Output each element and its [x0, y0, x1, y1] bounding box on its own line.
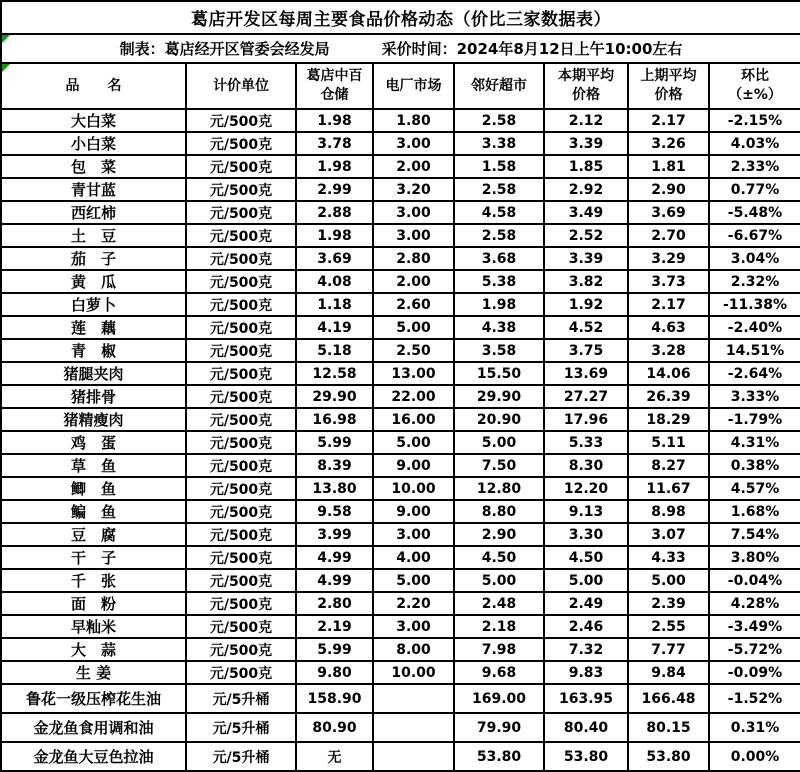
- previous-avg-cell: 166.48: [628, 684, 709, 713]
- price-dianchang-cell: 3.00: [373, 224, 454, 247]
- price-zhongbai-cell: 2.99: [296, 178, 373, 201]
- table-row: [1, 569, 800, 592]
- price-zhongbai-cell: 1.98: [296, 224, 373, 247]
- current-avg-cell: 2.52: [544, 224, 628, 247]
- excel-error-marker-icon: [2, 35, 10, 43]
- price-dianchang-cell: 4.00: [373, 546, 454, 569]
- price-zhongbai-cell: 5.18: [296, 339, 373, 362]
- price-zhongbai-cell: 80.90: [296, 713, 373, 742]
- price-dianchang-cell: 13.00: [373, 362, 454, 385]
- item-name-cell: 豆 腐: [1, 523, 186, 546]
- previous-avg-cell: 2.70: [628, 224, 709, 247]
- item-name-cell: 猪精瘦肉: [1, 408, 186, 431]
- unit-cell: 元/500克: [186, 661, 296, 684]
- change-percent-cell: 4.28%: [709, 592, 800, 615]
- change-percent-cell: -6.67%: [709, 224, 800, 247]
- change-percent-cell: 3.04%: [709, 247, 800, 270]
- price-dianchang-cell: 9.00: [373, 500, 454, 523]
- price-dianchang-cell: 22.00: [373, 385, 454, 408]
- current-avg-cell: 53.80: [544, 742, 628, 771]
- item-name-cell: 鳊 鱼: [1, 500, 186, 523]
- current-avg-cell: 8.30: [544, 454, 628, 477]
- price-zhongbai-cell: 8.39: [296, 454, 373, 477]
- item-name-cell: 包 菜: [1, 155, 186, 178]
- table-row: [1, 316, 800, 339]
- item-name-cell: 鲫 鱼: [1, 477, 186, 500]
- table-row: [1, 132, 800, 155]
- previous-avg-cell: 18.29: [628, 408, 709, 431]
- unit-cell: 元/500克: [186, 247, 296, 270]
- unit-cell: 元/500克: [186, 362, 296, 385]
- previous-avg-cell: 9.84: [628, 661, 709, 684]
- price-linhao-cell: 2.18: [454, 615, 544, 638]
- price-zhongbai-cell: 4.99: [296, 569, 373, 592]
- table-row: [1, 109, 800, 132]
- current-avg-cell: 2.49: [544, 592, 628, 615]
- col-header-previous-avg: 上期平均 价格: [628, 63, 709, 109]
- price-linhao-cell: 7.98: [454, 638, 544, 661]
- table-row: [1, 178, 800, 201]
- price-linhao-cell: 5.38: [454, 270, 544, 293]
- table-row: [1, 385, 800, 408]
- change-percent-cell: -1.79%: [709, 408, 800, 431]
- survey-time-label: 采价时间：2024年8月12日上午10:00左右: [381, 40, 683, 58]
- unit-cell: 元/500克: [186, 592, 296, 615]
- unit-cell: 元/500克: [186, 477, 296, 500]
- previous-avg-cell: 3.69: [628, 201, 709, 224]
- price-linhao-cell: 79.90: [454, 713, 544, 742]
- table-row: [1, 742, 800, 771]
- price-dianchang-cell: 3.00: [373, 201, 454, 224]
- price-zhongbai-cell: 5.99: [296, 638, 373, 661]
- change-percent-cell: 7.54%: [709, 523, 800, 546]
- item-name-cell: 大白菜: [1, 109, 186, 132]
- price-linhao-cell: 3.58: [454, 339, 544, 362]
- change-percent-cell: 0.00%: [709, 742, 800, 771]
- price-linhao-cell: 5.00: [454, 569, 544, 592]
- item-name-cell: 草 鱼: [1, 454, 186, 477]
- item-name-cell: 千 张: [1, 569, 186, 592]
- price-linhao-cell: 15.50: [454, 362, 544, 385]
- change-percent-cell: 2.32%: [709, 270, 800, 293]
- previous-avg-cell: 2.17: [628, 109, 709, 132]
- price-zhongbai-cell: 4.99: [296, 546, 373, 569]
- change-percent-cell: 4.57%: [709, 477, 800, 500]
- previous-avg-cell: 5.00: [628, 569, 709, 592]
- price-dianchang-cell: 5.00: [373, 316, 454, 339]
- price-dianchang-cell: 3.20: [373, 178, 454, 201]
- subtitle-row: [1, 34, 800, 63]
- previous-avg-cell: 4.33: [628, 546, 709, 569]
- table-row: [1, 293, 800, 316]
- price-zhongbai-cell: 12.58: [296, 362, 373, 385]
- item-name-cell: 面 粉: [1, 592, 186, 615]
- price-linhao-cell: 3.68: [454, 247, 544, 270]
- unit-cell: 元/500克: [186, 569, 296, 592]
- price-linhao-cell: 5.00: [454, 431, 544, 454]
- col-header-change: 环比 （±%）: [709, 63, 800, 109]
- price-dianchang-cell: 8.00: [373, 638, 454, 661]
- price-dianchang-cell: 2.20: [373, 592, 454, 615]
- change-percent-cell: -0.09%: [709, 661, 800, 684]
- col-header-current-avg: 本期平均 价格: [544, 63, 628, 109]
- price-dianchang-cell: [373, 684, 454, 713]
- price-linhao-cell: 169.00: [454, 684, 544, 713]
- unit-cell: 元/500克: [186, 224, 296, 247]
- current-avg-cell: 17.96: [544, 408, 628, 431]
- change-percent-cell: 4.31%: [709, 431, 800, 454]
- item-name-cell: 土 豆: [1, 224, 186, 247]
- table-row: [1, 155, 800, 178]
- price-linhao-cell: 7.50: [454, 454, 544, 477]
- current-avg-cell: 2.12: [544, 109, 628, 132]
- price-linhao-cell: 4.58: [454, 201, 544, 224]
- unit-cell: 元/500克: [186, 178, 296, 201]
- item-name-cell: 早籼米: [1, 615, 186, 638]
- price-zhongbai-cell: 158.90: [296, 684, 373, 713]
- change-percent-cell: 14.51%: [709, 339, 800, 362]
- unit-cell: 元/500克: [186, 293, 296, 316]
- previous-avg-cell: 3.73: [628, 270, 709, 293]
- previous-avg-cell: 14.06: [628, 362, 709, 385]
- col-header-store-dianchang: 电厂市场: [373, 63, 454, 109]
- item-name-cell: 白萝卜: [1, 293, 186, 316]
- price-dianchang-cell: 10.00: [373, 477, 454, 500]
- price-linhao-cell: 4.38: [454, 316, 544, 339]
- table-row: [1, 201, 800, 224]
- unit-cell: 元/500克: [186, 638, 296, 661]
- unit-cell: 元/500克: [186, 109, 296, 132]
- price-linhao-cell: 1.98: [454, 293, 544, 316]
- price-dianchang-cell: 3.00: [373, 615, 454, 638]
- price-zhongbai-cell: 1.18: [296, 293, 373, 316]
- item-name-cell: 黄 瓜: [1, 270, 186, 293]
- table-row: [1, 661, 800, 684]
- change-percent-cell: 1.68%: [709, 500, 800, 523]
- unit-cell: 元/500克: [186, 385, 296, 408]
- previous-avg-cell: 2.55: [628, 615, 709, 638]
- item-name-cell: 猪腿夹肉: [1, 362, 186, 385]
- previous-avg-cell: 53.80: [628, 742, 709, 771]
- current-avg-cell: 27.27: [544, 385, 628, 408]
- change-percent-cell: -2.15%: [709, 109, 800, 132]
- current-avg-cell: 163.95: [544, 684, 628, 713]
- previous-avg-cell: 1.81: [628, 155, 709, 178]
- table-row: [1, 546, 800, 569]
- price-dianchang-cell: 16.00: [373, 408, 454, 431]
- change-percent-cell: 0.77%: [709, 178, 800, 201]
- change-percent-cell: -3.49%: [709, 615, 800, 638]
- table-row: [1, 224, 800, 247]
- price-zhongbai-cell: 4.08: [296, 270, 373, 293]
- table-row: [1, 270, 800, 293]
- previous-avg-cell: 2.39: [628, 592, 709, 615]
- price-linhao-cell: 2.48: [454, 592, 544, 615]
- unit-cell: 元/500克: [186, 316, 296, 339]
- unit-cell: 元/500克: [186, 132, 296, 155]
- price-dianchang-cell: 1.80: [373, 109, 454, 132]
- price-zhongbai-cell: 2.88: [296, 201, 373, 224]
- price-dianchang-cell: 3.00: [373, 523, 454, 546]
- price-zhongbai-cell: 2.19: [296, 615, 373, 638]
- price-zhongbai-cell: 29.90: [296, 385, 373, 408]
- previous-avg-cell: 80.15: [628, 713, 709, 742]
- change-percent-cell: 3.33%: [709, 385, 800, 408]
- item-name-cell: 莲 藕: [1, 316, 186, 339]
- excel-error-marker-icon: [2, 64, 10, 72]
- table-row: [1, 477, 800, 500]
- change-percent-cell: -2.64%: [709, 362, 800, 385]
- item-name-cell: 青 椒: [1, 339, 186, 362]
- item-name-cell: 青甘蓝: [1, 178, 186, 201]
- previous-avg-cell: 3.26: [628, 132, 709, 155]
- current-avg-cell: 4.50: [544, 546, 628, 569]
- price-dianchang-cell: [373, 742, 454, 771]
- table-row: [1, 362, 800, 385]
- table-row: [1, 638, 800, 661]
- table-row: [1, 523, 800, 546]
- price-dianchang-cell: 10.00: [373, 661, 454, 684]
- price-linhao-cell: 4.50: [454, 546, 544, 569]
- change-percent-cell: -11.38%: [709, 293, 800, 316]
- price-zhongbai-cell: 16.98: [296, 408, 373, 431]
- price-linhao-cell: 2.58: [454, 109, 544, 132]
- price-linhao-cell: 12.80: [454, 477, 544, 500]
- current-avg-cell: 1.85: [544, 155, 628, 178]
- table-row: [1, 500, 800, 523]
- item-name-cell: 金龙鱼食用调和油: [1, 713, 186, 742]
- previous-avg-cell: 8.27: [628, 454, 709, 477]
- table-row: [1, 431, 800, 454]
- current-avg-cell: 9.83: [544, 661, 628, 684]
- unit-cell: 元/5升桶: [186, 713, 296, 742]
- current-avg-cell: 9.13: [544, 500, 628, 523]
- price-dianchang-cell: 2.00: [373, 155, 454, 178]
- previous-avg-cell: 11.67: [628, 477, 709, 500]
- price-dianchang-cell: 5.00: [373, 431, 454, 454]
- item-name-cell: 西红柿: [1, 201, 186, 224]
- item-name-cell: 鲁花一级压榨花生油: [1, 684, 186, 713]
- price-dianchang-cell: 3.00: [373, 132, 454, 155]
- current-avg-cell: 80.40: [544, 713, 628, 742]
- price-dianchang-cell: 2.60: [373, 293, 454, 316]
- previous-avg-cell: 3.07: [628, 523, 709, 546]
- unit-cell: 元/500克: [186, 523, 296, 546]
- current-avg-cell: 2.92: [544, 178, 628, 201]
- unit-cell: 元/500克: [186, 408, 296, 431]
- unit-cell: 元/500克: [186, 500, 296, 523]
- current-avg-cell: 7.32: [544, 638, 628, 661]
- item-name-cell: 茄 子: [1, 247, 186, 270]
- unit-cell: 元/500克: [186, 201, 296, 224]
- unit-cell: 元/500克: [186, 431, 296, 454]
- current-avg-cell: 3.82: [544, 270, 628, 293]
- unit-cell: 元/500克: [186, 155, 296, 178]
- previous-avg-cell: 2.17: [628, 293, 709, 316]
- price-zhongbai-cell: 3.78: [296, 132, 373, 155]
- change-percent-cell: 0.38%: [709, 454, 800, 477]
- price-dianchang-cell: 2.80: [373, 247, 454, 270]
- column-header-row: [1, 63, 800, 109]
- table-row: [1, 592, 800, 615]
- current-avg-cell: 12.20: [544, 477, 628, 500]
- change-percent-cell: -5.72%: [709, 638, 800, 661]
- current-avg-cell: 5.00: [544, 569, 628, 592]
- item-name-cell: 小白菜: [1, 132, 186, 155]
- unit-cell: 元/500克: [186, 615, 296, 638]
- table-meta-cell: [1, 34, 800, 63]
- price-zhongbai-cell: 9.80: [296, 661, 373, 684]
- price-dianchang-cell: 9.00: [373, 454, 454, 477]
- table-row: [1, 247, 800, 270]
- change-percent-cell: -1.52%: [709, 684, 800, 713]
- change-percent-cell: -5.48%: [709, 201, 800, 224]
- price-zhongbai-cell: 1.98: [296, 155, 373, 178]
- col-header-store-linhao: 邻好超市: [454, 63, 544, 109]
- previous-avg-cell: 4.63: [628, 316, 709, 339]
- table-row: [1, 339, 800, 362]
- price-zhongbai-cell: 3.99: [296, 523, 373, 546]
- price-linhao-cell: 53.80: [454, 742, 544, 771]
- unit-cell: 元/5升桶: [186, 684, 296, 713]
- price-zhongbai-cell: 4.19: [296, 316, 373, 339]
- current-avg-cell: 3.30: [544, 523, 628, 546]
- current-avg-cell: 13.69: [544, 362, 628, 385]
- item-name-cell: 大 蒜: [1, 638, 186, 661]
- price-zhongbai-cell: 9.58: [296, 500, 373, 523]
- change-percent-cell: 4.03%: [709, 132, 800, 155]
- price-dianchang-cell: [373, 713, 454, 742]
- unit-cell: 元/500克: [186, 339, 296, 362]
- item-name-cell: 生 姜: [1, 661, 186, 684]
- price-linhao-cell: 1.58: [454, 155, 544, 178]
- col-header-unit: 计价单位: [186, 63, 296, 109]
- price-zhongbai-cell: 1.98: [296, 109, 373, 132]
- table-row: [1, 684, 800, 713]
- change-percent-cell: 3.80%: [709, 546, 800, 569]
- price-linhao-cell: 29.90: [454, 385, 544, 408]
- price-zhongbai-cell: 3.69: [296, 247, 373, 270]
- item-name-cell: 猪排骨: [1, 385, 186, 408]
- previous-avg-cell: 5.11: [628, 431, 709, 454]
- prepared-by-label: 制表：葛店经开区管委会经发局: [119, 40, 330, 58]
- current-avg-cell: 1.92: [544, 293, 628, 316]
- unit-cell: 元/5升桶: [186, 742, 296, 771]
- current-avg-cell: 3.75: [544, 339, 628, 362]
- price-linhao-cell: 8.80: [454, 500, 544, 523]
- item-name-cell: 干 子: [1, 546, 186, 569]
- previous-avg-cell: 8.98: [628, 500, 709, 523]
- price-dianchang-cell: 5.00: [373, 569, 454, 592]
- table-title: 葛店开发区每周主要食品价格动态（价比三家数据表）: [1, 1, 800, 34]
- price-linhao-cell: 2.58: [454, 224, 544, 247]
- price-linhao-cell: 9.68: [454, 661, 544, 684]
- price-linhao-cell: 2.58: [454, 178, 544, 201]
- change-percent-cell: -2.40%: [709, 316, 800, 339]
- change-percent-cell: 2.33%: [709, 155, 800, 178]
- current-avg-cell: 3.49: [544, 201, 628, 224]
- change-percent-cell: 0.31%: [709, 713, 800, 742]
- col-header-store-zhongbai: 葛店中百 仓储: [296, 63, 373, 109]
- price-linhao-cell: 20.90: [454, 408, 544, 431]
- previous-avg-cell: 7.77: [628, 638, 709, 661]
- item-name-cell: 鸡 蛋: [1, 431, 186, 454]
- previous-avg-cell: 3.28: [628, 339, 709, 362]
- current-avg-cell: 2.46: [544, 615, 628, 638]
- current-avg-cell: 5.33: [544, 431, 628, 454]
- previous-avg-cell: 2.90: [628, 178, 709, 201]
- item-name-cell: 金龙鱼大豆色拉油: [1, 742, 186, 771]
- price-linhao-cell: 2.90: [454, 523, 544, 546]
- previous-avg-cell: 3.29: [628, 247, 709, 270]
- unit-cell: 元/500克: [186, 454, 296, 477]
- col-header-item-name: 品 名: [1, 63, 186, 109]
- table-meta: [2, 38, 800, 59]
- price-zhongbai-cell: 5.99: [296, 431, 373, 454]
- unit-cell: 元/500克: [186, 270, 296, 293]
- current-avg-cell: 3.39: [544, 132, 628, 155]
- change-percent-cell: -0.04%: [709, 569, 800, 592]
- table-row: [1, 615, 800, 638]
- table-row: [1, 713, 800, 742]
- price-dianchang-cell: 2.00: [373, 270, 454, 293]
- price-zhongbai-cell: 2.80: [296, 592, 373, 615]
- price-zhongbai-cell: 无: [296, 742, 373, 771]
- title-row: [1, 1, 800, 34]
- table-row: [1, 408, 800, 431]
- table-row: [1, 454, 800, 477]
- current-avg-cell: 4.52: [544, 316, 628, 339]
- price-zhongbai-cell: 13.80: [296, 477, 373, 500]
- price-linhao-cell: 3.38: [454, 132, 544, 155]
- current-avg-cell: 3.39: [544, 247, 628, 270]
- price-dianchang-cell: 2.50: [373, 339, 454, 362]
- unit-cell: 元/500克: [186, 546, 296, 569]
- previous-avg-cell: 26.39: [628, 385, 709, 408]
